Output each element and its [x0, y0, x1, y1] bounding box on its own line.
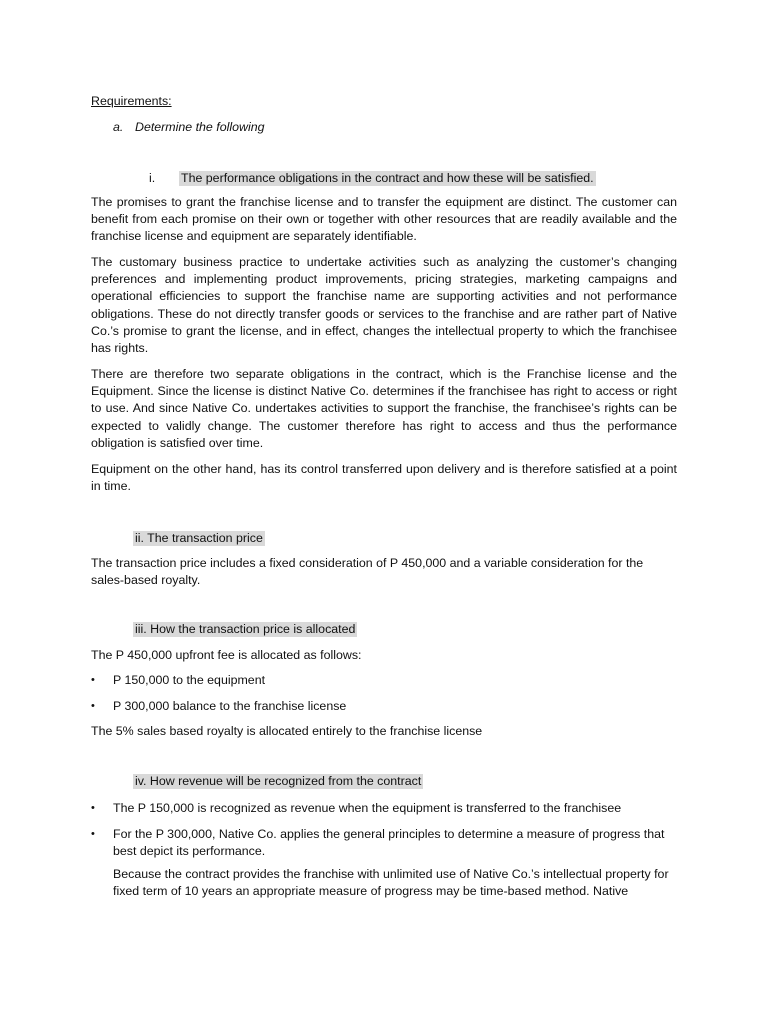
section-1-heading [179, 170, 596, 187]
list-item [91, 698, 677, 716]
section-2-paragraph-1: The transaction price includes a fixed consideration of P 450,000 and a variable consideration for the sales-based royalty. [91, 556, 644, 588]
list-item-text: P 150,000 to the equipment [113, 673, 266, 687]
section-3-heading [133, 621, 357, 638]
bullet-glyph: • [91, 674, 95, 686]
section-3-heading-text: iii. How the transaction price is allocated [135, 622, 356, 636]
section-4-heading [133, 773, 423, 790]
list-item-text: The P 150,000 is recognized as revenue when the equipment is transferred to the franchisee [113, 801, 622, 815]
bullet-glyph: • [91, 700, 95, 712]
section-3-outro: The 5% sales based royalty is allocated entirely to the franchise license [91, 724, 483, 738]
sub-heading-a-marker: a. [113, 120, 124, 134]
sub-heading-a-text: Determine the following [135, 120, 265, 134]
section-2-heading-text: ii. The transaction price [135, 531, 263, 545]
bullet-glyph: • [91, 802, 95, 814]
list-item-text: P 300,000 balance to the franchise license [113, 699, 347, 713]
requirements-label: Requirements: [91, 94, 172, 108]
list-item [91, 826, 677, 862]
sub-heading-a [113, 119, 264, 136]
section-3-intro: The P 450,000 upfront fee is allocated as follows: [91, 648, 362, 662]
section-1-paragraph-3: There are therefore two separate obligations in the contract, which is the Franchise license and the Equipment. Since the license is distinct Native Co. determines if the franchisee has right to access or right to use. And since Native Co. undertakes activities to support the franchise, the franchisee’s rights can be expected to validly change. The customer therefore has right to access and thus the performance obligation is satisfied over time. [91, 367, 677, 450]
list-item-text: For the P 300,000, Native Co. applies the general principles to determine a measure of progress that best depict its performance. [113, 827, 665, 859]
bullet-glyph: • [91, 828, 95, 840]
section-1-paragraph-4: Equipment on the other hand, has its control transferred upon delivery and is therefore satisfied at a point in time. [91, 462, 677, 494]
section-1-numeral: i. [149, 171, 156, 185]
section-1-paragraph-2: The customary business practice to undertake activities such as analyzing the customer’s changing preferences and implementing product improvements, pricing strategies, marketing campaigns and operational efficiencies to support the franchise name are supporting activities and not performance obligations. These do not directly transfer goods or services to the franchise and are rather part of Native Co.’s promise to grant the license, and in effect, changes the intellectual property to which the franchisee has rights. [91, 255, 677, 356]
list-item [91, 800, 677, 818]
section-2-heading [133, 530, 265, 547]
list-item [91, 672, 677, 690]
section-1-paragraph-1: The promises to grant the franchise license and to transfer the equipment are distinct. The customer can benefit from each promise on their own or together with other resources that are readily available and the franchise license and equipment are separately identifiable. [91, 195, 677, 244]
section-4-heading-text: iv. How revenue will be recognized from the contract [135, 774, 422, 788]
section-4-paragraph-1: Because the contract provides the franchise with unlimited use of Native Co.’s intellectual property for fixed term of 10 years an appropriate measure of progress may be time-based method. Native [113, 867, 669, 899]
section-1-heading-text: The performance obligations in the contract and how these will be satisfied. [181, 171, 594, 185]
